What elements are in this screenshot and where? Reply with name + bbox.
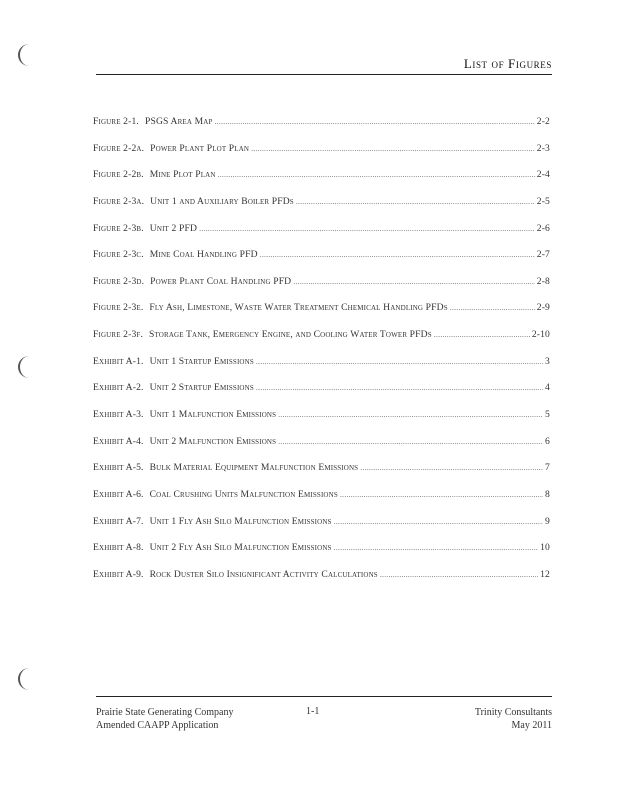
entry-label: Figure 2-1. [93,116,139,127]
footer-consultant: Trinity Consultants [474,707,552,718]
entry-label: Figure 2-3f. [93,329,144,341]
entry-page-number: 2-5 [536,195,550,207]
footer-right [475,706,552,732]
toc-entry [93,169,550,196]
entry-label: Figure 2-3e. [93,302,144,314]
toc-entry [93,329,550,356]
entry-label: Figure 2-3c. [93,249,144,261]
entry-title: Unit 2 Fly Ash Silo Malfunction Emissions [149,542,332,554]
dot-leader [380,570,538,579]
footer-divider [96,696,552,697]
entry-page-number: 2-6 [536,222,550,234]
dot-leader [256,383,543,392]
entry-title: Power Plant Plot Plan [150,142,250,154]
page-title: List of Figures [463,56,552,71]
entry-label: Figure 2-3d. [93,275,145,287]
entry-page-number: 2-8 [536,275,550,287]
entry-label: Exhibit A-7. [93,515,144,527]
entry-page-number: 9 [545,515,550,527]
footer-left [96,706,233,732]
entry-title: Unit 1 and Auxiliary Boiler PFDs [150,195,294,207]
toc-entry [93,143,550,170]
entry-label: Exhibit A-3. [93,409,144,421]
toc-entry [93,382,550,409]
entry-title: Unit 2 Malfunction Emissions [149,435,277,447]
dot-leader [218,170,535,179]
figure-list [93,116,550,596]
entry-label: Figure 2-3b. [93,222,144,234]
entry-label: Figure 2-2a. [93,142,145,154]
toc-entry [93,516,550,543]
entry-page-number: 2-9 [536,302,550,314]
entry-label: Exhibit A-2. [93,382,144,394]
entry-label: Exhibit A-8. [93,542,144,554]
page-number: 1-1 [306,706,320,717]
entry-page-number: 12 [540,568,550,580]
dot-leader [340,490,543,499]
dot-leader [278,437,543,446]
toc-entry [93,489,550,516]
entry-title: Storage Tank, Emergency Engine, and Cooling Water Tower PFDs [149,329,432,341]
footer-date: May 2011 [511,720,552,731]
entry-title: PSGS Area Map [144,116,213,127]
punch-hole-mark [18,668,30,690]
toc-entry [93,356,550,383]
punch-hole-mark [18,44,30,66]
entry-page-number: 2-7 [536,249,550,261]
entry-title: Fly Ash, Limestone, Waste Water Treatment Chemical Handling PFDs [149,302,448,314]
entry-page-number: 2-2 [536,116,550,127]
dot-leader [260,250,535,259]
entry-label: Exhibit A-5. [93,462,144,474]
entry-page-number: 5 [545,409,550,421]
entry-title: Rock Duster Silo Insignificant Activity Calculations [149,568,378,580]
toc-entry [93,302,550,329]
dot-leader [215,117,535,126]
dot-leader [434,330,530,339]
toc-entry [93,409,550,436]
toc-entry [93,276,550,303]
dot-leader [360,463,543,472]
entry-page-number: 7 [545,462,550,474]
entry-label: Exhibit A-6. [93,488,144,500]
dot-leader [278,410,543,419]
toc-entry [93,542,550,569]
entry-page-number: 8 [545,488,550,500]
entry-label: Figure 2-3a. [93,195,145,207]
entry-title: Mine Coal Handling PFD [149,249,258,261]
dot-leader [251,144,535,153]
dot-leader [450,303,535,312]
entry-page-number: 10 [540,542,550,554]
dot-leader [199,224,535,233]
entry-title: Coal Crushing Units Malfunction Emissions [149,488,338,500]
entry-title: Unit 1 Malfunction Emissions [149,409,277,421]
entry-page-number: 2-3 [536,142,550,154]
toc-entry [93,436,550,463]
footer-company: Prairie State Generating Company [96,707,234,718]
dot-leader [296,197,535,206]
entry-label: Figure 2-2b. [93,169,144,181]
footer-document: Amended CAAPP Application [96,720,219,731]
entry-label: Exhibit A-1. [93,355,144,367]
entry-page-number: 3 [545,355,550,367]
header-divider [96,74,552,75]
entry-page-number: 4 [545,382,550,394]
toc-entry [93,196,550,223]
entry-title: Unit 2 PFD [149,222,198,234]
dot-leader [256,357,543,366]
entry-title: Mine Plot Plan [149,169,216,181]
dot-leader [334,543,538,552]
entry-label: Exhibit A-9. [93,568,144,580]
entry-title: Unit 1 Fly Ash Silo Malfunction Emissions [149,515,332,527]
toc-entry [93,223,550,250]
entry-title: Power Plant Coal Handling PFD [150,275,292,287]
entry-label: Exhibit A-4. [93,435,144,447]
entry-title: Unit 2 Startup Emissions [149,382,254,394]
punch-hole-mark [18,356,30,378]
entry-title: Unit 1 Startup Emissions [149,355,254,367]
entry-page-number: 2-10 [531,329,550,341]
dot-leader [334,517,543,526]
entry-title: Bulk Material Equipment Malfunction Emissions [149,462,359,474]
entry-page-number: 6 [545,435,550,447]
dot-leader [293,277,534,286]
toc-entry [93,462,550,489]
toc-entry [93,569,550,596]
toc-entry [93,249,550,276]
toc-entry [93,116,550,143]
entry-page-number: 2-4 [536,169,550,181]
